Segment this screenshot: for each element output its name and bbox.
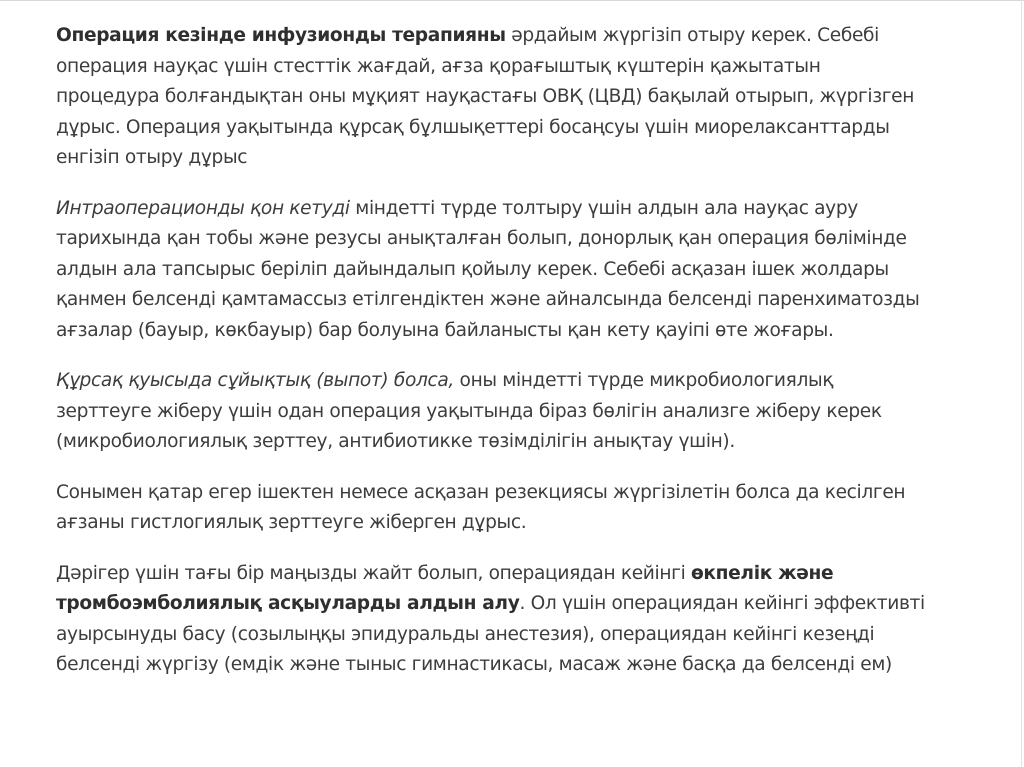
right-divider (1021, 0, 1022, 767)
text-line (56, 21, 1006, 52)
text-line (56, 427, 1006, 458)
body-text: тарихында қан тобы және резусы анықталған болып, донорлық қан операция бөлімінде (56, 228, 907, 249)
italic-text: Интраоперационды қон кетуді (56, 197, 350, 219)
body-text: оны міндетті түрде микробиологиялық (454, 370, 834, 391)
text-line (56, 113, 1006, 144)
paragraph (56, 21, 1006, 174)
text-line (56, 589, 1006, 620)
body-text: зерттеуге жіберу үшін одан операция уақытында біраз бөлігін анализге жіберу керек (56, 400, 882, 422)
body-text: алдын ала тапсырыс беріліп дайындалып қойылу керек. Себебі асқазан ішек жолдары (56, 258, 889, 280)
bold-text: өкпелік және (690, 562, 834, 584)
body-text: енгізіп отыру дұрыс (56, 147, 248, 168)
text-line (56, 285, 1006, 316)
body-text: процедура болғандықтан оны мұқият науқастағы ОВҚ (ЦВД) бақылай отырып, жүргізген (56, 86, 915, 107)
body-text: (микробиологиялық зерттеу, антибиотикке төзімділігін анықтау үшін). (56, 431, 735, 452)
text-line (56, 194, 1006, 225)
body-text: ағзалар (бауыр, көкбауыр) бар болуына байланысты қан кету қауіпі өте жоғары. (56, 319, 834, 341)
body-text: ағзаны гистлогиялық зерттеуге жіберген дұрыс. (56, 512, 527, 533)
body-text: . Ол үшін операциядан кейінгі эффективті (519, 593, 925, 614)
body-text: дұрыс. Операция уақытында құрсақ бұлшықеттері босаңсуы үшін миорелаксанттарды (56, 116, 890, 138)
text-line (56, 82, 1006, 113)
text-line (56, 650, 1006, 681)
text-line (56, 255, 1006, 286)
paragraph (56, 559, 1006, 681)
paragraph (56, 194, 1006, 347)
top-divider (0, 0, 1024, 1)
text-line (56, 316, 1006, 347)
body-text: қанмен белсенді қамтамассыз етілгендіктен және айналсында белсенді паренхиматозды (56, 289, 920, 310)
body-text: әрдайым жүргізіп отыру керек. Себебі (505, 25, 879, 46)
bold-text: Операция кезінде инфузионды терапияны (56, 25, 506, 46)
body-text: операция науқас үшін стесттік жағдай, ағза қорағыштық күштерін қажытатын (56, 55, 821, 77)
body-text: белсенді жүргізу (емдік және тыныс гимнастикасы, масаж және басқа да белсенді ем) (56, 654, 892, 675)
text-line (56, 559, 1006, 590)
text-line (56, 478, 1006, 509)
italic-text: Құрсақ қуысыда сұйықтық (выпот) болса, (56, 370, 454, 391)
text-line (56, 366, 1006, 397)
text-line (56, 620, 1006, 651)
text-line (56, 224, 1006, 255)
paragraph (56, 478, 1006, 539)
body-text: Сонымен қатар егер ішектен немесе асқазан резекциясы жүргізілетін болса да кесілген (56, 481, 906, 503)
paragraph (56, 366, 1006, 458)
body-text: ауырсынуды басу (созылыңқы эпидуральды анестезия), операциядан кейінгі кезеңді (56, 623, 875, 645)
text-line (56, 508, 1006, 539)
text-line (56, 397, 1006, 428)
document-body (56, 21, 1006, 701)
body-text: міндетті түрде толтыру үшін алдын ала науқас ауру (349, 197, 858, 219)
text-line (56, 143, 1006, 174)
body-text: Дәрігер үшін тағы бір маңызды жайт болып, операциядан кейінгі (56, 562, 691, 584)
bold-text: тромбоэмболиялық асқыуларды алдын алу (56, 593, 520, 614)
text-line (56, 52, 1006, 83)
